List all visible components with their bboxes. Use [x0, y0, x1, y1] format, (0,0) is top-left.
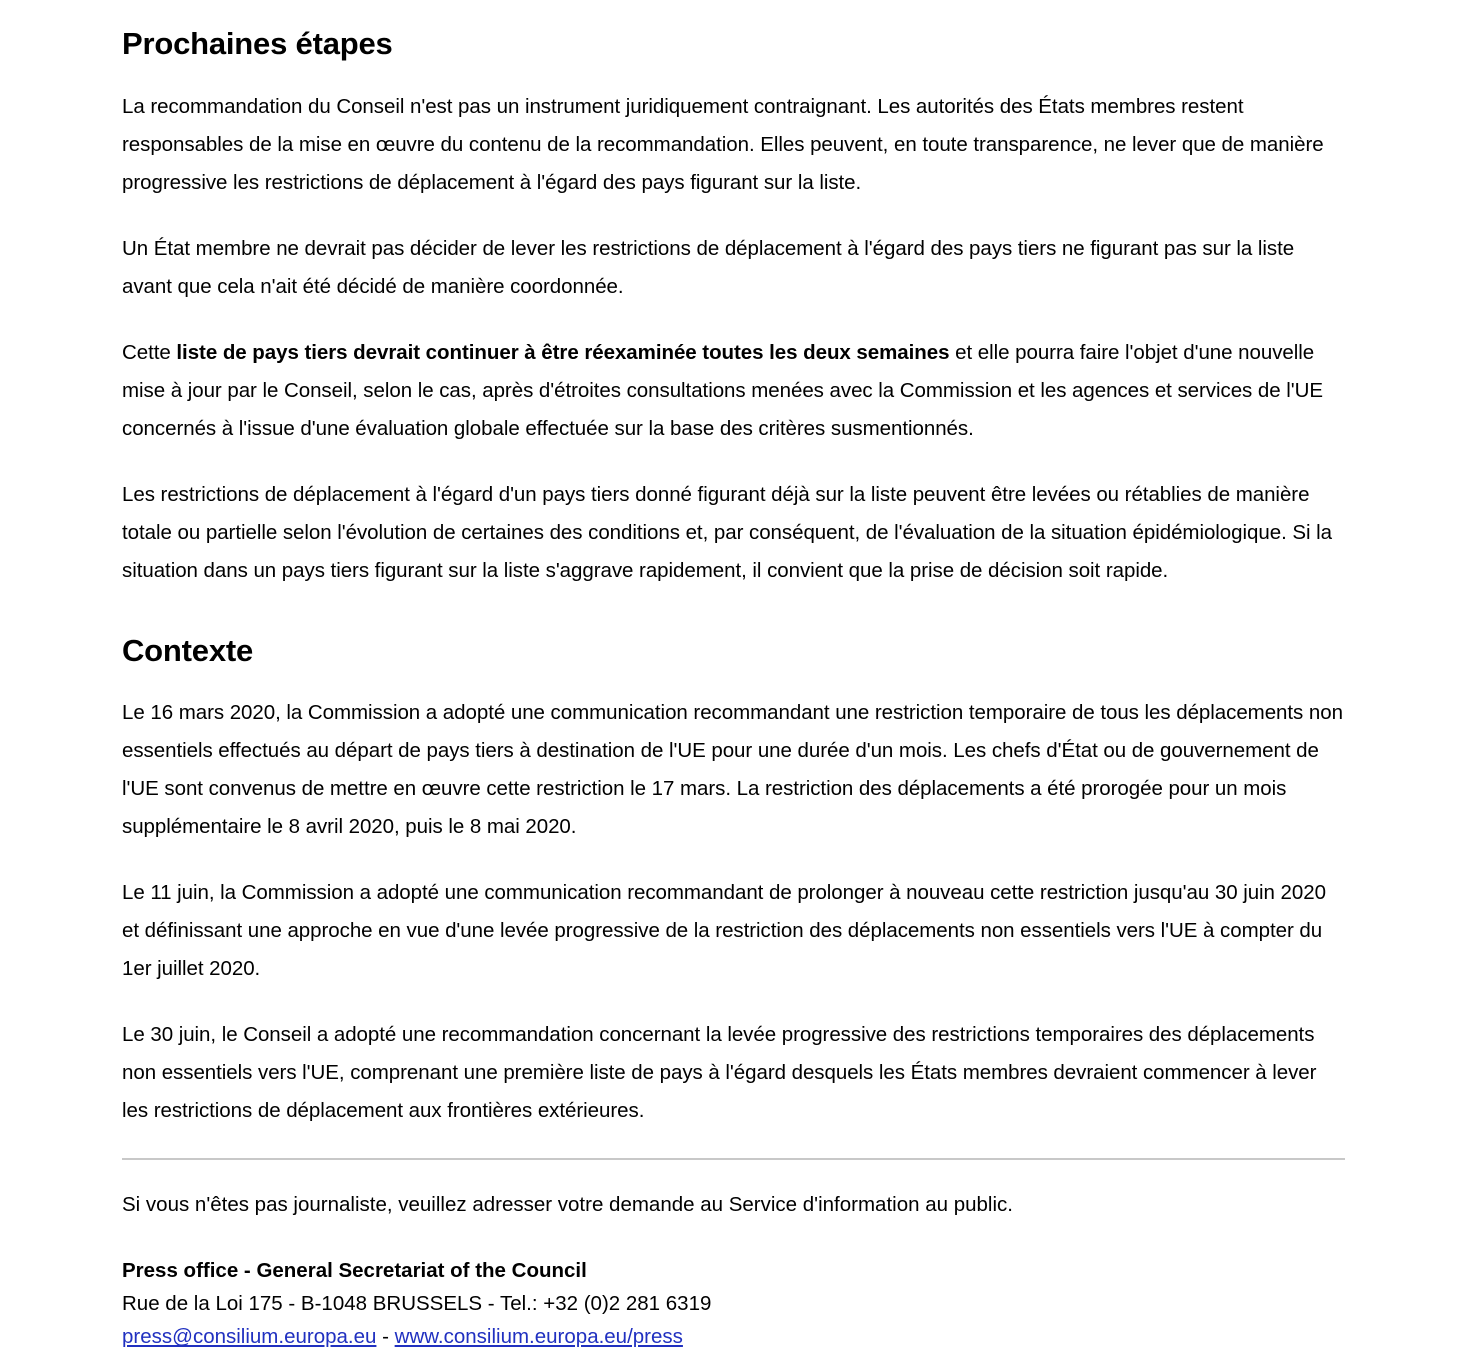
- paragraph-recommandation-conseil: [122, 88, 1345, 202]
- text-run: Cette: [122, 340, 177, 364]
- paragraph-etat-membre: [122, 230, 1345, 306]
- text-run-bold: liste de pays tiers devrait continuer à être réexaminée toutes les deux semaines: [176, 340, 950, 364]
- press-email-link[interactable]: press@consilium.europa.eu: [122, 1325, 377, 1349]
- heading-prochaines-etapes: Prochaines étapes: [122, 26, 393, 61]
- paragraph-restrictions-deplacement: [122, 476, 1345, 590]
- text-run: Les restrictions de déplacement à l'égard d'un pays tiers donné figurant déjà sur la liste peuvent être levées ou rétablies de manière totale ou partielle selon l'évolution de certaines des conditions et, par conséquent, de l'évaluation de la situation épidémiologique. Si la situation dans un pays tiers figurant sur la liste s'aggrave rapidement, il convient que la prise de décision soit rapide.: [122, 482, 1332, 582]
- press-office-block: [122, 1254, 1345, 1353]
- link-separator: -: [376, 1325, 395, 1349]
- text-run: La recommandation du Conseil n'est pas un instrument juridiquement contraignant. Les autorités des États membres restent responsables de la mise en œuvre du contenu de la recommandation. Elles peuvent, en toute transparence, ne lever que de manière progressive les restrictions de déplacement à l'égard des pays figurant sur la liste.: [122, 94, 1324, 194]
- press-office-address: Rue de la Loi 175 - B-1048 BRUSSELS - Tel.: +32 (0)2 281 6319: [122, 1292, 712, 1316]
- paragraph-11-juin: [122, 874, 1345, 988]
- press-website-link[interactable]: www.consilium.europa.eu/press: [394, 1325, 683, 1349]
- document-content: [122, 0, 1345, 1353]
- press-office-links: [122, 1320, 1345, 1353]
- text-run: et elle pourra faire l'objet d'une nouvelle mise à jour par le Conseil, selon le cas, après d'étroites consultations menées avec la Commission et les agences et services de l'UE concernés à l'issue d'une évaluation globale effectuée sur la base des critères susmentionnés.: [122, 340, 1323, 440]
- text-run: Le 30 juin, le Conseil a adopté une recommandation concernant la levée progressive des restrictions temporaires des déplacements non essentiels vers l'UE, comprenant une première liste de pays à l'égard desquels les États membres devraient commencer à lever les restrictions de déplacement aux frontières extérieures.: [122, 1023, 1317, 1123]
- footer-divider: [122, 1158, 1345, 1160]
- text-run: Un État membre ne devrait pas décider de lever les restrictions de déplacement à l'égard des pays tiers ne figurant pas sur la liste avant que cela n'ait été décidé de manière coordonnée.: [122, 236, 1295, 298]
- top-spacer: [122, 0, 1345, 27]
- paragraph-liste-pays-tiers: [122, 334, 1345, 448]
- text-run: Le 11 juin, la Commission a adopté une communication recommandant de prolonger à nouveau cette restriction jusqu'au 30 juin 2020 et définissant une approche en vue d'une levée progressive de la restriction des déplacements non essentiels vers l'UE à compter du 1er juillet 2020.: [122, 881, 1326, 981]
- paragraph-30-juin: [122, 1016, 1345, 1130]
- paragraph-16-mars-2020: [122, 694, 1345, 846]
- text-run: Le 16 mars 2020, la Commission a adopté une communication recommandant une restriction temporaire de tous les déplacements non essentiels effectués au départ de pays tiers à destination de l'UE pour une durée d'un mois. Les chefs d'État ou de gouvernement de l'UE sont convenus de mettre en œuvre cette restriction le 17 mars. La restriction des déplacements a été prorogée pour un mois supplémentaire le 8 avril 2020, puis le 8 mai 2020.: [122, 701, 1343, 839]
- press-office-title: Press office - General Secretariat of the Council: [122, 1259, 587, 1283]
- heading-contexte: Contexte: [122, 632, 254, 668]
- footer-note: Si vous n'êtes pas journaliste, veuillez adresser votre demande au Service d'information au public.: [122, 1193, 1013, 1217]
